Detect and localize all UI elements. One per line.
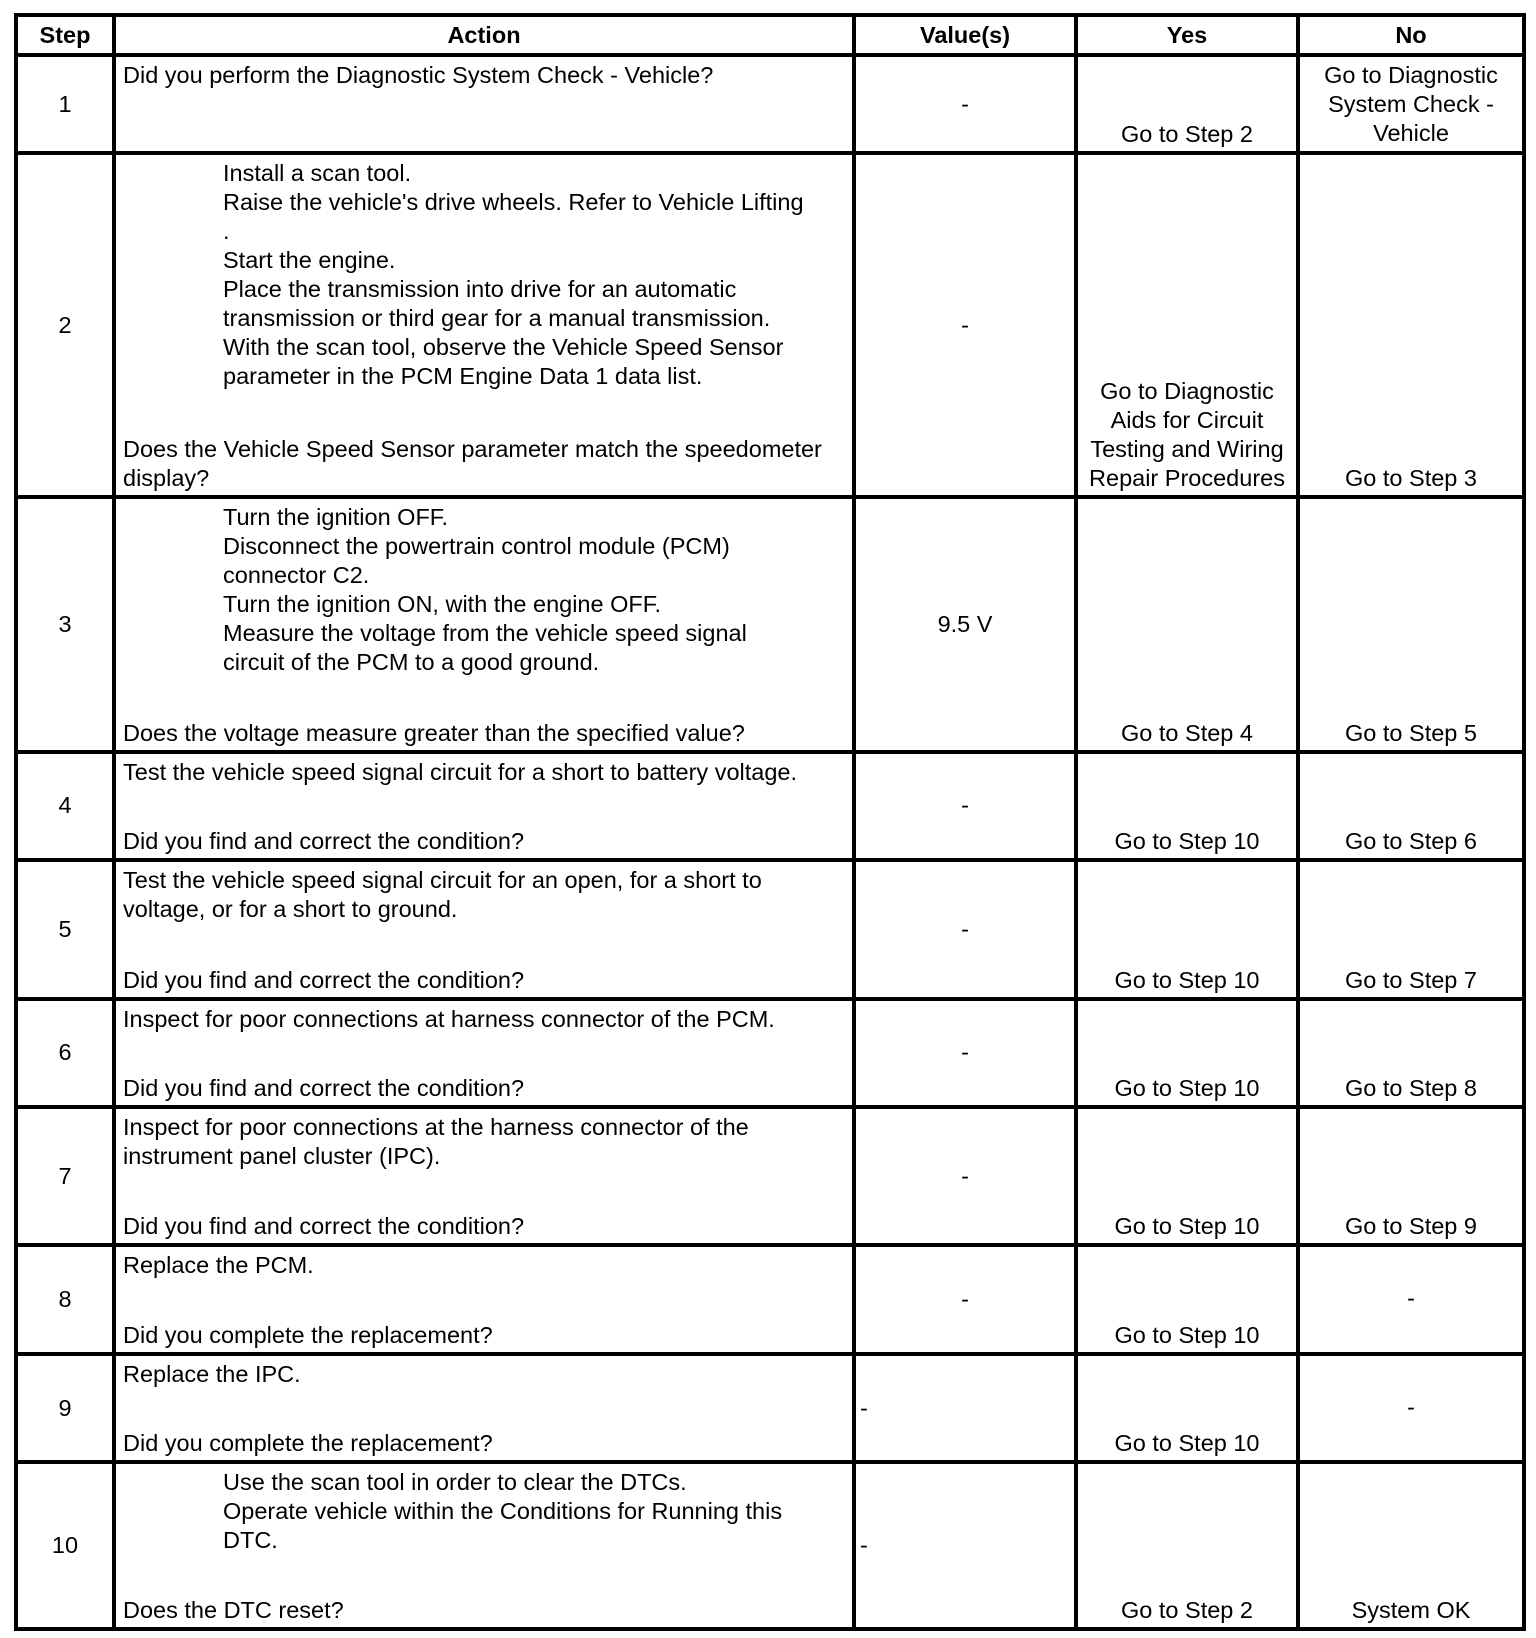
no-cell: Go to Diagnostic System Check - Vehicle	[1298, 55, 1524, 153]
action-cell	[114, 1462, 854, 1629]
yes-cell: Go to Step 10	[1076, 1245, 1298, 1353]
instruction-line: .	[223, 218, 230, 245]
question-text: Did you complete the replacement?	[123, 1430, 493, 1457]
header-values: Value(s)	[854, 15, 1076, 55]
action-cell	[114, 497, 854, 752]
instruction-line: Install a scan tool.	[223, 160, 412, 187]
table-row	[16, 55, 1524, 153]
value-cell: -	[854, 1107, 1076, 1246]
instruction-list	[123, 1251, 845, 1280]
table-row	[16, 999, 1524, 1107]
table-row	[16, 860, 1524, 999]
instruction-line: Raise the vehicle's drive wheels. Refer to Vehicle Lifting	[223, 189, 804, 216]
step-number: 7	[16, 1107, 114, 1246]
instruction-line: transmission or third gear for a manual transmission.	[223, 305, 771, 332]
step-number: 8	[16, 1245, 114, 1353]
instruction-line: Turn the ignition OFF.	[223, 503, 449, 530]
action-cell	[114, 752, 854, 860]
instruction-line: Disconnect the powertrain control module (PCM)	[223, 532, 730, 559]
header-yes: Yes	[1076, 15, 1298, 55]
header-action: Action	[114, 15, 854, 55]
step-number: 3	[16, 497, 114, 752]
no-cell: Go to Step 3	[1298, 153, 1524, 496]
question-text: Does the voltage measure greater than the specified value?	[123, 719, 745, 746]
question-text: Did you find and correct the condition?	[123, 1074, 525, 1101]
table-row	[16, 497, 1524, 752]
question-text: Did you find and correct the condition?	[123, 1213, 525, 1240]
instruction-line: Use the scan tool in order to clear the DTCs.	[223, 1469, 687, 1496]
instruction-list	[123, 1005, 845, 1034]
instruction-list	[123, 1468, 845, 1555]
action-cell	[114, 999, 854, 1107]
instruction-line: Inspect for poor connections at harness connector of the PCM.	[123, 1005, 775, 1032]
no-cell: -	[1298, 1354, 1524, 1462]
table-row	[16, 1245, 1524, 1353]
value-cell: -	[854, 999, 1076, 1107]
instruction-line: voltage, or for a short to ground.	[123, 896, 458, 923]
no-cell: -	[1298, 1245, 1524, 1353]
instruction-line: circuit of the PCM to a good ground.	[223, 648, 600, 675]
table-row	[16, 153, 1524, 496]
instruction-line: DTC.	[223, 1527, 278, 1554]
no-cell: Go to Step 9	[1298, 1107, 1524, 1246]
yes-cell: Go to Diagnostic Aids for Circuit Testing and Wiring Repair Procedures	[1076, 153, 1298, 496]
instruction-line: Turn the ignition ON, with the engine OFF.	[223, 590, 662, 617]
instruction-line: With the scan tool, observe the Vehicle Speed Sensor	[223, 334, 784, 361]
yes-cell: Go to Step 2	[1076, 1462, 1298, 1629]
instruction-list	[123, 1113, 845, 1171]
step-number: 6	[16, 999, 114, 1107]
instruction-line: Inspect for poor connections at the harness connector of the	[123, 1113, 749, 1140]
instruction-line: Operate vehicle within the Conditions for Running this	[223, 1498, 783, 1525]
yes-cell: Go to Step 4	[1076, 497, 1298, 752]
instruction-line: Measure the voltage from the vehicle speed signal	[223, 619, 747, 646]
action-cell	[114, 1107, 854, 1246]
step-number: 9	[16, 1354, 114, 1462]
question-text: Did you find and correct the condition?	[123, 966, 525, 993]
no-cell: Go to Step 7	[1298, 860, 1524, 999]
table-header-row	[16, 15, 1524, 55]
step-number: 1	[16, 55, 114, 153]
action-cell	[114, 860, 854, 999]
table-row	[16, 1107, 1524, 1246]
yes-cell: Go to Step 10	[1076, 999, 1298, 1107]
value-cell: -	[854, 1462, 1076, 1629]
yes-cell: Go to Step 2	[1076, 55, 1298, 153]
yes-cell: Go to Step 10	[1076, 860, 1298, 999]
instruction-line: connector C2.	[223, 561, 370, 588]
instruction-list	[123, 866, 845, 924]
step-number: 4	[16, 752, 114, 860]
no-cell: System OK	[1298, 1462, 1524, 1629]
question-text: Does the Vehicle Speed Sensor parameter match the speedometer display?	[123, 435, 822, 491]
step-number: 5	[16, 860, 114, 999]
instruction-line: instrument panel cluster (IPC).	[123, 1142, 441, 1169]
no-cell: Go to Step 5	[1298, 497, 1524, 752]
instruction-line: Place the transmission into drive for an automatic	[223, 276, 737, 303]
question-text: Did you complete the replacement?	[123, 1321, 493, 1348]
header-no: No	[1298, 15, 1524, 55]
value-cell: -	[854, 1245, 1076, 1353]
no-cell: Go to Step 6	[1298, 752, 1524, 860]
instruction-line: Start the engine.	[223, 247, 396, 274]
action-cell	[114, 55, 854, 153]
value-cell: -	[854, 1354, 1076, 1462]
step-number: 10	[16, 1462, 114, 1629]
value-cell: -	[854, 153, 1076, 496]
yes-cell: Go to Step 10	[1076, 1107, 1298, 1246]
table-row	[16, 1354, 1524, 1462]
yes-cell: Go to Step 10	[1076, 752, 1298, 860]
instruction-line: Test the vehicle speed signal circuit for a short to battery voltage.	[123, 758, 798, 785]
action-cell	[114, 1245, 854, 1353]
diagnostic-table	[14, 13, 1526, 1631]
instruction-line: Test the vehicle speed signal circuit for an open, for a short to	[123, 867, 762, 894]
step-number: 2	[16, 153, 114, 496]
instruction-list	[123, 1360, 845, 1389]
instruction-list	[123, 758, 845, 787]
instruction-line: Replace the PCM.	[123, 1252, 314, 1279]
action-cell	[114, 1354, 854, 1462]
yes-cell: Go to Step 10	[1076, 1354, 1298, 1462]
instruction-list	[123, 503, 845, 677]
instruction-list	[123, 159, 845, 391]
action-cell	[114, 153, 854, 496]
instruction-line: Replace the IPC.	[123, 1360, 301, 1387]
value-cell: -	[854, 752, 1076, 860]
value-cell: 9.5 V	[854, 497, 1076, 752]
no-cell: Go to Step 8	[1298, 999, 1524, 1107]
question-text: Did you find and correct the condition?	[123, 828, 525, 855]
table-row	[16, 1462, 1524, 1629]
header-step: Step	[16, 15, 114, 55]
instruction-line: parameter in the PCM Engine Data 1 data list.	[223, 363, 703, 390]
value-cell: -	[854, 860, 1076, 999]
value-cell: -	[854, 55, 1076, 153]
question-text: Does the DTC reset?	[123, 1597, 344, 1623]
question-text: Did you perform the Diagnostic System Check - Vehicle?	[123, 62, 714, 88]
table-row	[16, 752, 1524, 860]
